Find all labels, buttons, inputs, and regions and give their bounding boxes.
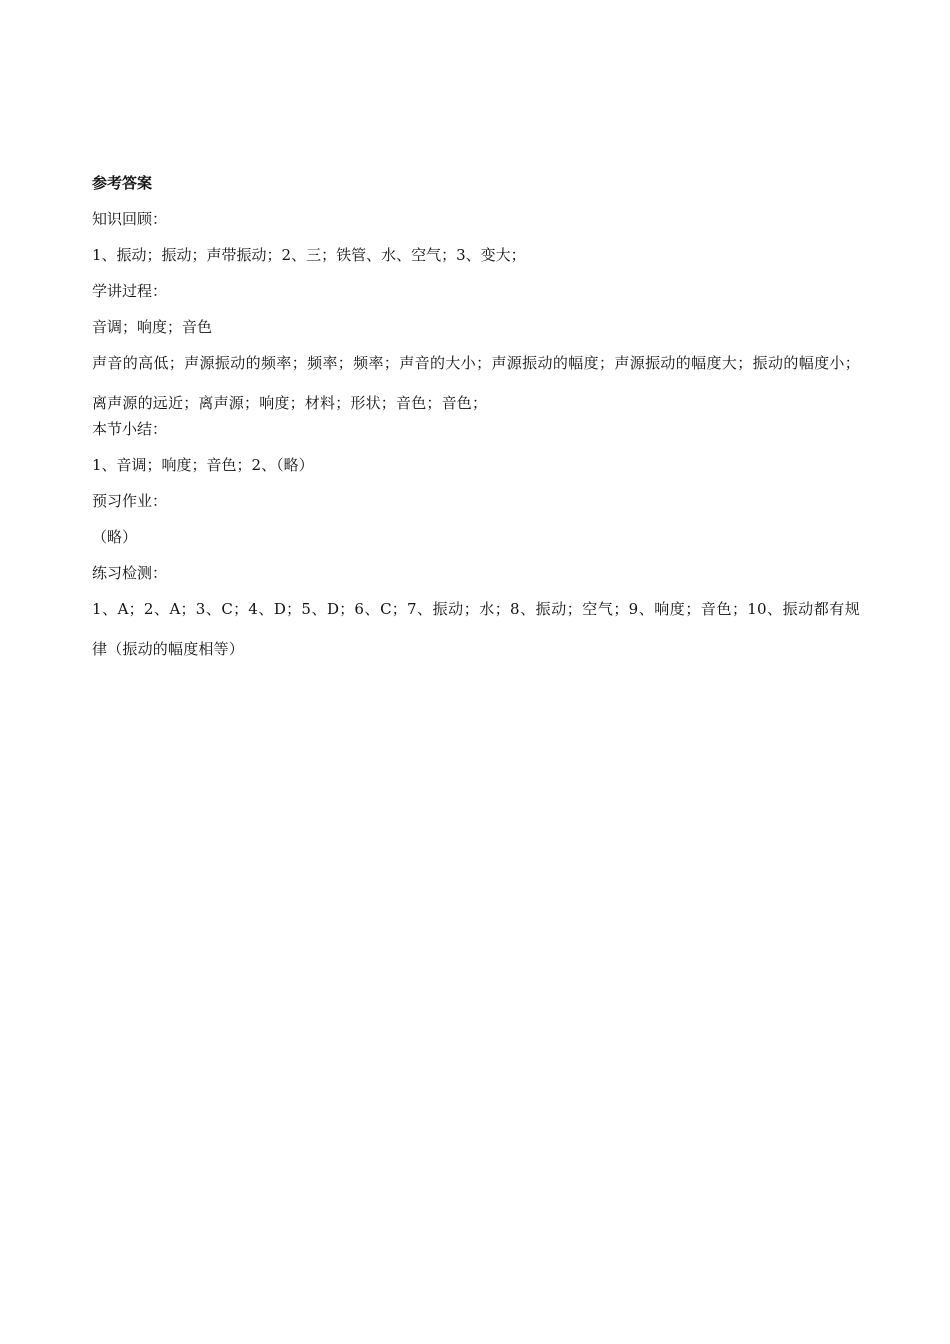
document-title: 参考答案 (92, 174, 153, 192)
section-heading-practice: 练习检测： (92, 564, 168, 582)
section-heading-review: 知识回顾： (92, 210, 168, 228)
section-heading-lecture: 学讲过程： (92, 282, 168, 300)
section-paragraph-practice: 1、A；2、A；3、C；4、D；5、D；6、C；7、振动；水；8、振动；空气；9、响度；音色；10、振动都有规律（振动的幅度相等） (92, 600, 860, 658)
section-heading-summary: 本节小结： (92, 420, 168, 438)
section-body-lecture: 音调；响度；音色 (92, 318, 213, 336)
section-body-preview: （略） (92, 528, 138, 546)
section-heading-preview: 预习作业： (92, 492, 168, 510)
answer-document (92, 172, 860, 664)
section-paragraph-lecture: 声音的高低；声源振动的频率；频率；频率；声音的大小；声源振动的幅度；声源振动的幅度大；振动的幅度小；离声源的远近；离声源；响度；材料；形状；音色；音色； (92, 354, 860, 412)
section-body-review: 1、振动；振动；声带振动；2、三；铁管、水、空气；3、变大； (92, 246, 526, 264)
section-body-summary: 1、音调；响度；音色；2、（略） (92, 456, 314, 474)
